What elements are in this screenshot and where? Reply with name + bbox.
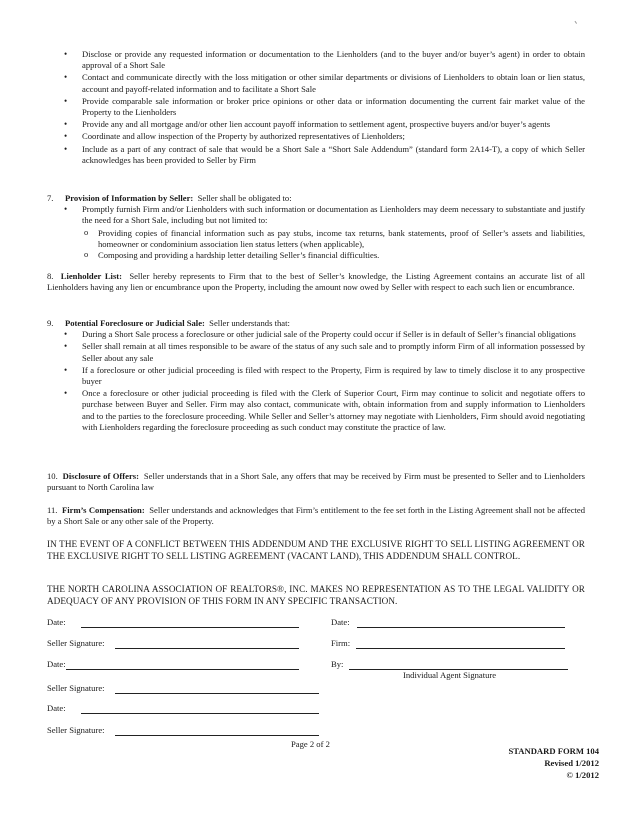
section-heading: Provision of Information by Seller: (65, 193, 194, 203)
list-item: • Provide any and all mortgage and/or other lien account payoff information to settlement agent, prospective buyers and/or buyer’s agents (61, 119, 585, 130)
sub-list-item: o Providing copies of financial information such as pay stubs, income tax returns, bank statements, proof of Seller’s assets and liabilities, homeowner or condominium association lien status letters (when applicable), (82, 228, 585, 250)
list-item: • Contact and communicate directly with the loss mitigation or other similar departments or divisions of Lienholders to obtain loan or lien status, account and payoff-related information and to facilitate a Short Sale (61, 72, 585, 94)
form-copyright: © 1/2012 (566, 769, 599, 780)
list-item: • Coordinate and allow inspection of the Property by authorized representatives of Lienholders; (61, 131, 585, 142)
date-line[interactable] (81, 627, 299, 628)
section-number: 8. (47, 271, 54, 281)
section-9 (47, 318, 585, 434)
firm-label: Firm: (331, 638, 351, 648)
agent-signature-caption: Individual Agent Signature (403, 670, 497, 680)
list-item: • Promptly furnish Firm and/or Lienholders with such information or documentation as Lienholders may deem necessary to substantiate and justify the need for a Short Sale, including but not limited to: (61, 204, 585, 226)
conflict-notice: IN THE EVENT OF A CONFLICT BETWEEN THIS ADDENDUM AND THE EXCLUSIVE RIGHT TO SELL LISTING AGREEMENT OR THE EXCLUSIVE RIGHT TO SELL LISTING AGREEMENT (VACANT LAND), THIS ADDENDUM SHALL CONTROL. (47, 539, 585, 561)
seller-signature-line[interactable] (115, 693, 319, 694)
section-number: 11. (47, 505, 58, 515)
section-text: Seller hereby represents to Firm that to the best of Seller’s knowledge, the Listing Agreement contains an accurate list of all Lienholders having any lien or encumbrance upon the Property, including the amount now owed by Seller with respect to each such lien or encumbrance. (47, 271, 586, 293)
section-text: Seller understands that in a Short Sale, any offers that may be received by Firm must be presented to Seller and to Lienholders pursuant to North Carolina law (47, 471, 586, 493)
seller-signature-label: Seller Signature: (47, 683, 105, 693)
scan-mark (575, 19, 580, 24)
date-label: Date: (47, 617, 66, 627)
date-line[interactable] (66, 669, 299, 670)
list-item: • Disclose or provide any requested information or documentation to the Lienholders (and to the buyer and/or buyer’s agent) in order to obtain approval of a Short Sale (61, 49, 585, 71)
form-revised: Revised 1/2012 (544, 757, 599, 768)
list-item: • Once a foreclosure or other judicial proceeding is filed with the Clerk of Superior Court, Firm may continue to solicit and negotiate offers to purchase between Buyer and Seller. Firm may also contact, communicate with, obtain information from and supply information to Lienholders and to the parties to the foreclosure proceeding. While Seller and Seller’s attorney may negotiate with Lienholders, Firm should avoid negotiating with Lienholders regarding the foreclosure proceeding as such conduct may constitute the practice of law. (61, 388, 585, 433)
disclaimer: THE NORTH CAROLINA ASSOCIATION OF REALTORS®, INC. MAKES NO REPRESENTATION AS TO THE LEGAL VALIDITY OR ADEQUACY OF ANY PROVISION OF THIS FORM IN ANY SPECIFIC TRANSACTION. (47, 584, 585, 606)
seller-signature-line[interactable] (115, 735, 319, 736)
sub-list-item: o Composing and providing a hardship letter detailing Seller’s financial difficulties. (82, 250, 585, 261)
list-item: • During a Short Sale process a foreclosure or other judicial sale of the Property could occur if Seller is in default of Seller’s financial obligations (61, 329, 585, 340)
list-item: • Provide comparable sale information or broker price opinions or other data or information documenting the current fair market value of the Property to the Lienholders (61, 96, 585, 118)
seller-signature-label: Seller Signature: (47, 725, 105, 735)
section-heading: Firm’s Compensation: (62, 505, 145, 515)
section-heading: Disclosure of Offers: (62, 471, 139, 481)
seller-signature-line[interactable] (115, 648, 299, 649)
seller-authorizations-list (61, 49, 585, 167)
by-label: By: (331, 659, 344, 669)
section-lead: Seller understands that: (209, 318, 290, 328)
list-item: • If a foreclosure or other judicial proceeding is filed with respect to the Property, Firm is required by law to timely disclose it to any prospective buyer (61, 365, 585, 387)
section-8 (47, 271, 585, 293)
date-label: Date: (331, 617, 350, 627)
date-label: Date: (47, 659, 66, 669)
seller-signature-label: Seller Signature: (47, 638, 105, 648)
section-7 (47, 193, 585, 261)
section-number: 10. (47, 471, 58, 481)
list-item: • Seller shall remain at all times responsible to be aware of the status of any such sale and to promptly inform Firm of all information possessed by Seller about any sale (61, 341, 585, 363)
section-11 (47, 505, 585, 527)
page-number: Page 2 of 2 (291, 739, 330, 749)
form-identifier (508, 746, 599, 781)
date-line[interactable] (81, 713, 319, 714)
date-label: Date: (47, 703, 66, 713)
section-number: 9. (47, 318, 54, 328)
section-heading: Potential Foreclosure or Judicial Sale: (65, 318, 205, 328)
list-item: • Include as a part of any contract of sale that would be a Short Sale a “Short Sale Addendum” (standard form 2A14-T), a copy of which Seller acknowledges has been provided to Seller by Firm (61, 144, 585, 166)
section-heading: Lienholder List: (60, 271, 123, 281)
section-text: Seller understands and acknowledges that Firm’s entitlement to the fee set forth in the Listing Agreement shall not be affected by a Short Sale or any other sale of the Property. (47, 505, 586, 527)
firm-line[interactable] (356, 648, 565, 649)
section-number: 7. (47, 193, 54, 203)
date-line[interactable] (357, 627, 565, 628)
form-name: STANDARD FORM 104 (508, 746, 599, 756)
section-10 (47, 471, 585, 493)
section-lead: Seller shall be obligated to: (197, 193, 292, 203)
